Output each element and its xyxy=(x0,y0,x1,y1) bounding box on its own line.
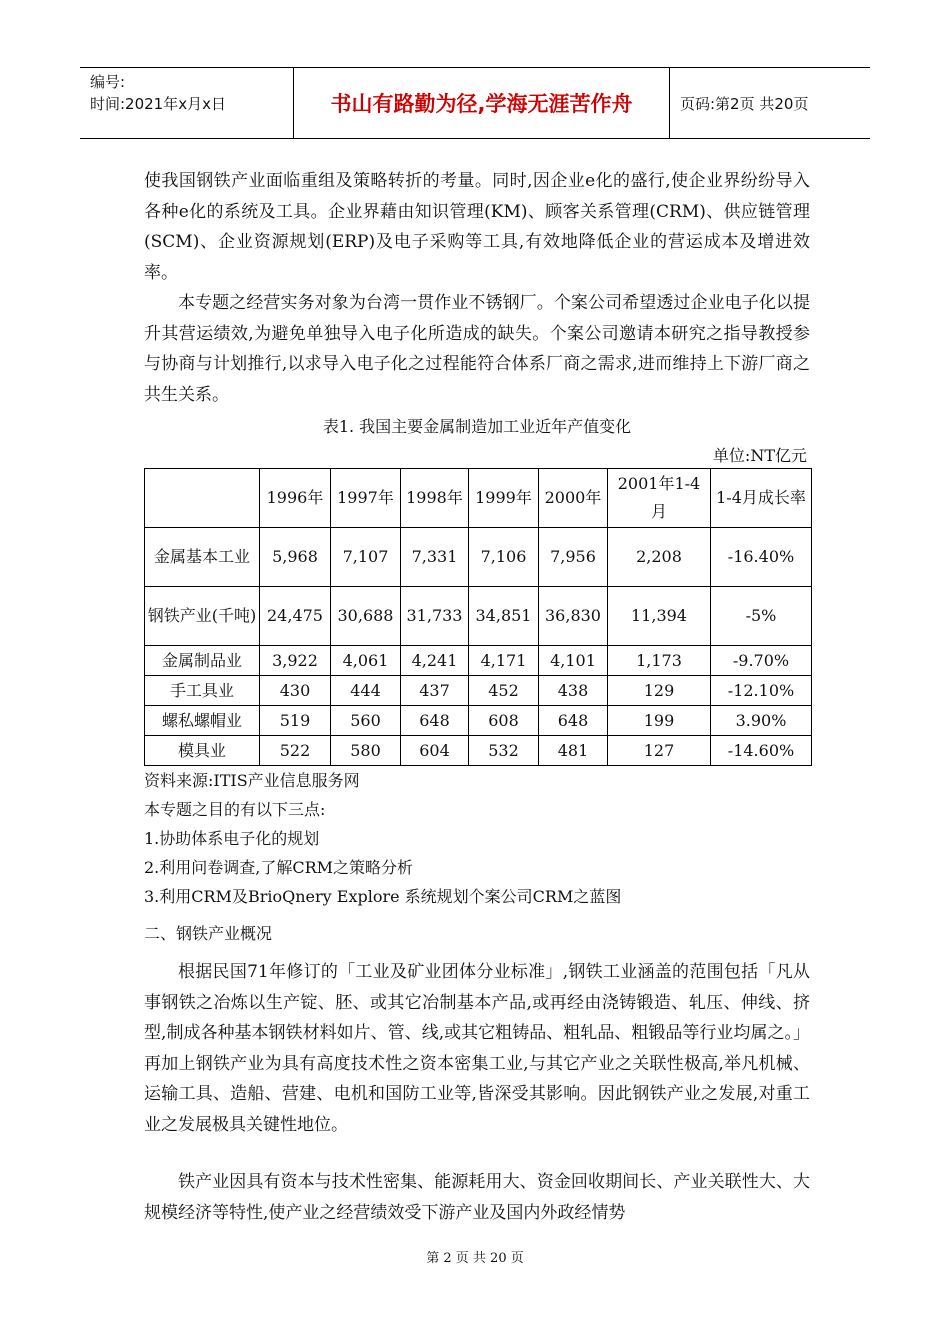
table-cell: 452 xyxy=(469,676,539,706)
time-label: 时间:2021年x月x日 xyxy=(90,95,226,113)
table-cell: 2,208 xyxy=(608,528,711,587)
table-row-label: 螺私螺帽业 xyxy=(145,706,260,736)
table-row xyxy=(145,676,812,706)
table-cell: 430 xyxy=(260,676,331,706)
table-cell: 648 xyxy=(401,706,469,736)
purpose-item: 3.利用CRM及BrioQnery Explore 系统规划个案公司CRM之蓝图 xyxy=(144,887,622,906)
table-header-cell: 1999年 xyxy=(469,469,539,528)
table-header-cell: 1997年 xyxy=(331,469,401,528)
table-cell: 129 xyxy=(608,676,711,706)
paragraph-1: 使我国钢铁产业面临重组及策略转折的考量。同时,因企业e化的盛行,使企业界纷纷导入各种e化的系统及工具。企业界藉由知识管理(KM)、顾客关系管理(CRM)、供应链管理(SCM)、企业资源规划(ERP)及电子采购等工具,有效地降低企业的营运成本及增进效率。 xyxy=(144,171,810,283)
table-cell: 444 xyxy=(331,676,401,706)
table-cell: 481 xyxy=(539,736,608,766)
table-row xyxy=(145,646,812,676)
table-source: 资料来源:ITIS产业信息服务网 xyxy=(144,771,360,790)
table-row xyxy=(145,706,812,736)
table-cell: 7,331 xyxy=(401,528,469,587)
table-header-cell: 2000年 xyxy=(539,469,608,528)
table-cell: -14.60% xyxy=(711,736,812,766)
table-cell: 1,173 xyxy=(608,646,711,676)
table-cell: 560 xyxy=(331,706,401,736)
table-cell: 648 xyxy=(539,706,608,736)
table-cell: 604 xyxy=(401,736,469,766)
table-header-cell: 1-4月成长率 xyxy=(711,469,812,528)
page-footer: 第 2 页 共 20 页 xyxy=(426,1251,524,1266)
table-cell: 127 xyxy=(608,736,711,766)
header-motto: 书山有路勤为径,学海无涯苦作舟 xyxy=(294,68,670,138)
table-caption: 表1. 我国主要金属制造加工业近年产值变化 xyxy=(322,417,632,436)
table-cell: 580 xyxy=(331,736,401,766)
table-cell: 3,922 xyxy=(260,646,331,676)
purpose-item: 2.利用问卷调查,了解CRM之策略分析 xyxy=(144,858,414,877)
table-cell: -12.10% xyxy=(711,676,812,706)
table-cell: 437 xyxy=(401,676,469,706)
table-unit: 单位:NT亿元 xyxy=(712,446,807,465)
paragraph-2: 本专题之经营实务对象为台湾一贯作业不锈钢厂。个案公司希望透过企业电子化以提升其营运绩效,为避免单独导入电子化所造成的缺失。个案公司邀请本研究之指导教授参与协商与计划推行,以求导入电子化之过程能符合体系厂商之需求,进而维持上下游厂商之共生关系。 xyxy=(144,293,810,405)
table-cell: 519 xyxy=(260,706,331,736)
paragraph-4: 铁产业因具有资本与技术性密集、能源耗用大、资金回收期间长、产业关联性大、大规模经济等特性,使产业之经营绩效受下游产业及国内外政经情势 xyxy=(144,1172,810,1223)
table-cell: 5,968 xyxy=(260,528,331,587)
table-row-label: 手工具业 xyxy=(145,676,260,706)
table-cell: 608 xyxy=(469,706,539,736)
table-cell: 24,475 xyxy=(260,587,331,646)
table-row xyxy=(145,736,812,766)
table-cell: -16.40% xyxy=(711,528,812,587)
table-row-label: 金属制品业 xyxy=(145,646,260,676)
table-cell: -5% xyxy=(711,587,812,646)
table-row-label: 金属基本工业 xyxy=(145,528,260,587)
table-cell: 4,241 xyxy=(401,646,469,676)
table-cell: 7,956 xyxy=(539,528,608,587)
table-cell: 7,107 xyxy=(331,528,401,587)
table-header-cell: 1996年 xyxy=(260,469,331,528)
table-cell: 11,394 xyxy=(608,587,711,646)
table-cell: 532 xyxy=(469,736,539,766)
table-row xyxy=(145,587,812,646)
header-meta xyxy=(80,68,294,138)
table-header-cell: 1998年 xyxy=(401,469,469,528)
page-header xyxy=(80,67,870,139)
table-cell: 199 xyxy=(608,706,711,736)
table-header-cell xyxy=(145,469,260,528)
purpose-intro: 本专题之目的有以下三点: xyxy=(144,800,326,819)
table-cell: -9.70% xyxy=(711,646,812,676)
data-table xyxy=(144,468,812,766)
table-cell: 34,851 xyxy=(469,587,539,646)
table-cell: 522 xyxy=(260,736,331,766)
table-row xyxy=(145,528,812,587)
table-cell: 7,106 xyxy=(469,528,539,587)
table-cell: 30,688 xyxy=(331,587,401,646)
section-title: 二、钢铁产业概况 xyxy=(144,924,273,943)
number-label: 编号: xyxy=(90,73,126,91)
table-cell: 3.90% xyxy=(711,706,812,736)
table-header-row xyxy=(145,469,812,528)
table-row-label: 钢铁产业(千吨) xyxy=(145,587,260,646)
header-page-label: 页码:第2页 共20页 xyxy=(680,94,809,113)
table-row-label: 模具业 xyxy=(145,736,260,766)
table-header-cell: 2001年1-4月 xyxy=(608,469,711,528)
purpose-item: 1.协助体系电子化的规划 xyxy=(144,829,320,848)
table-cell: 31,733 xyxy=(401,587,469,646)
table-cell: 4,101 xyxy=(539,646,608,676)
table-cell: 4,171 xyxy=(469,646,539,676)
paragraph-3: 根据民国71年修订的「工业及矿业团体分业标准」,钢铁工业涵盖的范围包括「凡从事钢铁之冶炼以生产锭、胚、或其它冶制基本产品,或再经由浇铸锻造、轧压、伸线、挤型,制成各种基本钢铁材料如片、管、线,或其它粗铸品、粗轧品、粗锻品等行业均属之。」再加上钢铁产业为具有高度技术性之资本密集工业,与其它产业之关联性极高,举凡机械、运输工具、造船、营建、电机和国防工业等,皆深受其影响。因此钢铁产业之发展,对重工业之发展极具关键性地位。 xyxy=(144,962,810,1135)
table-cell: 438 xyxy=(539,676,608,706)
table-cell: 4,061 xyxy=(331,646,401,676)
table-cell: 36,830 xyxy=(539,587,608,646)
